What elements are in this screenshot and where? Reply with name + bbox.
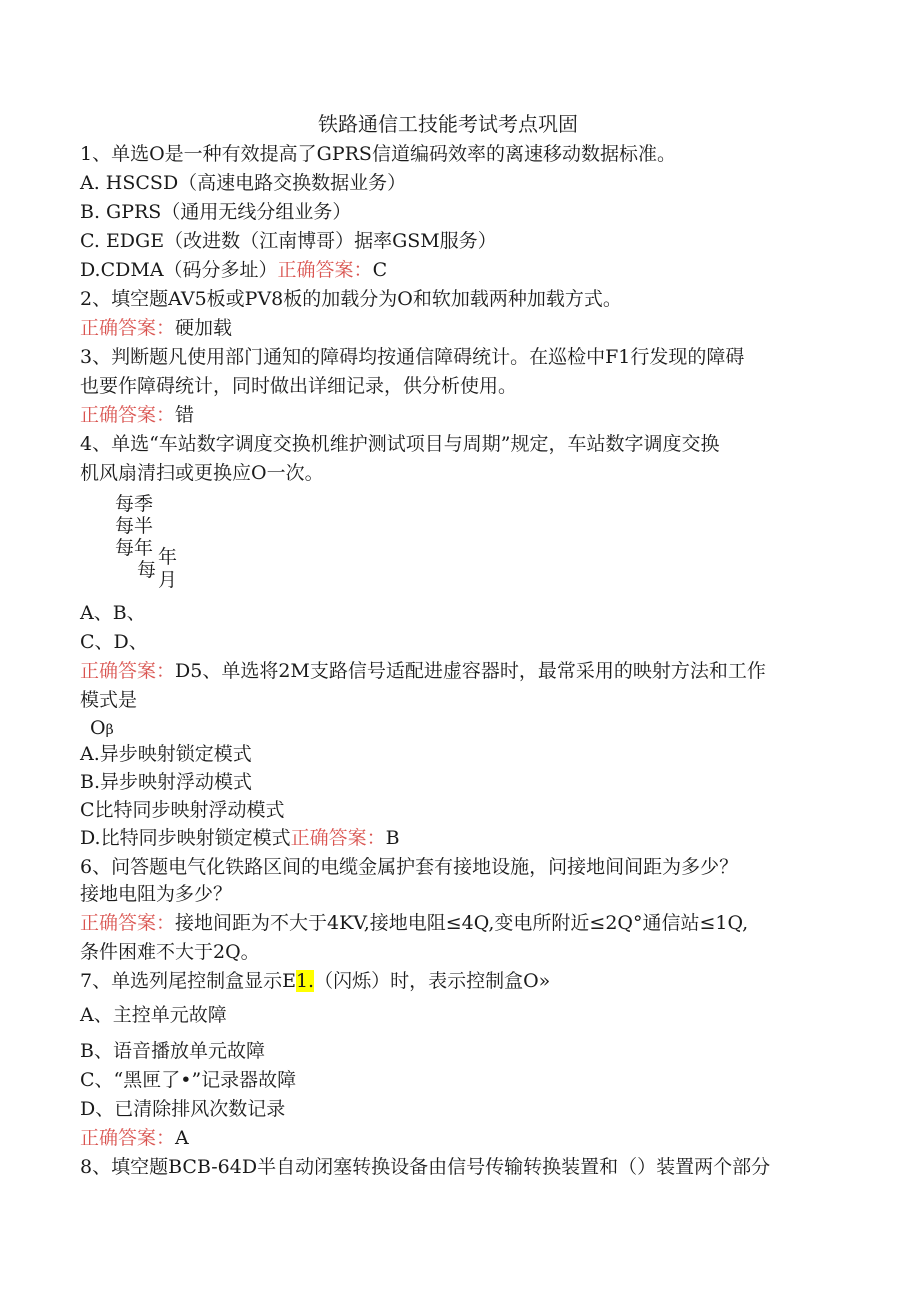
q1-option-a: A. HSCSD（高速电路交换数据业务） <box>80 172 407 194</box>
q7-stem-pre: 7、单选列尾控制盒显示E <box>80 970 296 992</box>
q4-stem-line1: 4、单选“车站数字调度交换机维护测试项目与周期”规定，车站数字调度交换 <box>80 433 720 455</box>
q4-option-ab: A、B、 <box>80 602 146 624</box>
q6-answer-line2: 条件困难不大于2Q。 <box>80 941 260 963</box>
q1-option-c: C. EDGE（改进数（江南博哥）据率GSM服务） <box>80 230 497 252</box>
q7-answer: A <box>175 1127 189 1149</box>
q7-option-c: C、“黑匣了•”记录器故障 <box>80 1069 297 1091</box>
q5-stem-line1: 5、单选将2M支路信号适配进虚容器时，最常采用的映射方法和工作 <box>190 660 766 682</box>
q7-option-a: A、主控单元故障 <box>80 1004 227 1026</box>
q1-answer: C <box>372 259 388 281</box>
q5-option-a: A.异步映射锁定模式 <box>80 743 252 765</box>
q1-stem: 1、单选O是一种有效提高了GPRS信道编码效率的离速移动数据标准。 <box>80 143 676 165</box>
q4-choice-3-suffix: 年 <box>158 546 178 568</box>
q7-answer-label: 正确答案： <box>80 1127 176 1149</box>
q3-stem-line1: 3、判断题凡使用部门通知的障碍均按通信障碍统计。在巡检中F1行发现的障碍 <box>80 346 745 368</box>
q7-stem-post: （闪烁）时，表示控制盒O» <box>314 970 551 992</box>
q2-answer-label: 正确答案： <box>80 317 176 339</box>
q6-stem-line1: 6、问答题电气化铁路区间的电缆金属护套有接地设施，问接地间间距为多少？ <box>80 856 739 878</box>
q4-choice-4-suffix: 月 <box>158 569 178 591</box>
q2-stem: 2、填空题AV5板或PV8板的加载分为O和软加载两种加载方式。 <box>80 288 622 310</box>
q7-option-d: D、已清除排风次数记录 <box>80 1098 286 1120</box>
q3-stem-line2: 也要作障碍统计，同时做出详细记录，供分析使用。 <box>80 375 518 397</box>
q5-stem-tail <box>90 716 114 742</box>
q4-choice-3: 每年 <box>115 537 154 559</box>
q5-option-b: B.异步映射浮动模式 <box>80 771 253 793</box>
q5-stem-tail-sub: β <box>105 722 114 738</box>
q7-stem <box>80 969 550 993</box>
q5-option-d-and-answer <box>80 826 400 850</box>
q5-answer-label: 正确答案： <box>290 827 386 849</box>
q5-stem-tail-text: O <box>90 717 106 739</box>
q3-answer-row <box>80 403 194 427</box>
q4-answer: D <box>175 660 191 682</box>
q4-answer-q5-row <box>80 659 766 683</box>
q5-option-d: D.比特同步映射锁定模式 <box>80 827 291 849</box>
q4-choice-4: 每 <box>137 559 157 581</box>
q5-stem-line2: 模式是 <box>80 689 138 711</box>
q1-option-b: B. GPRS（通用无线分组业务） <box>80 201 352 223</box>
q3-answer-label: 正确答案： <box>80 404 176 426</box>
q4-option-cd: C、D、 <box>80 631 148 653</box>
q7-answer-row <box>80 1126 189 1150</box>
q1-answer-label: 正确答案： <box>277 259 373 281</box>
q1-option-d: D.CDMA（码分多址） <box>80 259 278 281</box>
q5-answer: B <box>385 827 400 849</box>
q5-option-c: C比特同步映射浮动模式 <box>80 799 285 821</box>
q7-option-b: B、语音播放单元故障 <box>80 1040 265 1062</box>
q2-answer-row <box>80 316 232 340</box>
q4-choice-1: 每季 <box>115 493 154 515</box>
q3-answer: 错 <box>175 404 195 426</box>
q6-answer-line1: 接地间距为不大于4KV,接地电阻≤4Q,变电所附近≤2Q°通信站≤1Q, <box>175 912 749 934</box>
document-title: 铁路通信工技能考试考点巩固 <box>318 112 578 136</box>
q4-answer-label: 正确答案： <box>80 660 176 682</box>
q2-answer: 硬加载 <box>175 317 233 339</box>
q1-option-d-and-answer <box>80 258 387 282</box>
q4-stem-line2: 机风扇清扫或更换应O一次。 <box>80 462 324 484</box>
q6-answer-row <box>80 911 748 935</box>
q7-stem-highlight: 1. <box>295 970 315 992</box>
q6-stem-line2: 接地电阻为多少？ <box>80 883 233 905</box>
q6-answer-label: 正确答案： <box>80 912 176 934</box>
q8-stem: 8、填空题BCB-64D半自动闭塞转换设备由信号传输转换装置和（）装置两个部分 <box>80 1156 771 1178</box>
q4-choice-2: 每半 <box>115 515 154 537</box>
